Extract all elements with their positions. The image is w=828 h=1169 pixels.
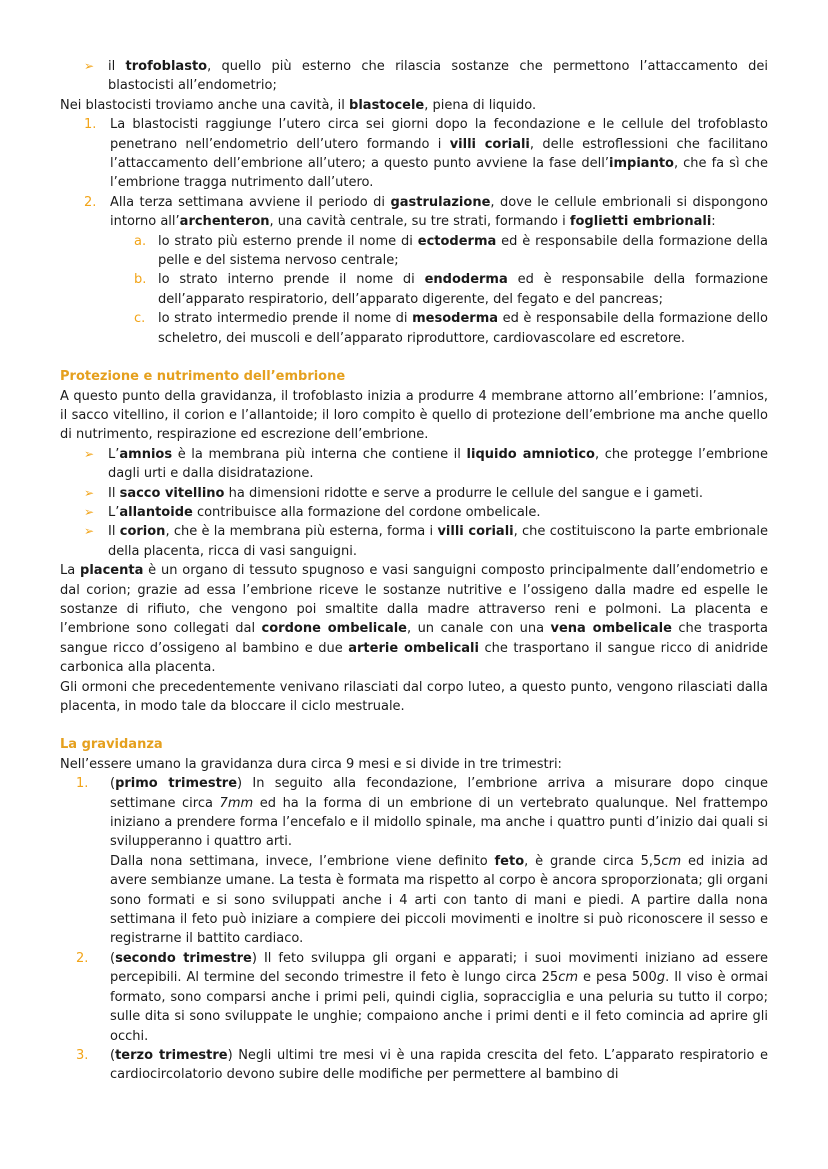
list-item-sacco-vitellino: ➢ Il sacco vitellino ha dimensioni ridotte e serve a produrre le cellule del sangue e i gameti. bbox=[60, 484, 768, 503]
list-letter: c. bbox=[134, 311, 146, 327]
list-number: 1. bbox=[84, 117, 97, 133]
ormoni-paragraph: Gli ormoni che precedentemente venivano rilasciati dal corpo luteo, a questo punto, vengono rilasciati dalla placenta, in modo tale da bloccare il ciclo mestruale. bbox=[60, 679, 768, 714]
list-item-terzo-trimestre: 3. (terzo trimestre) Negli ultimi tre mesi vi è una rapida crescita del feto. L’apparato respiratorio e cardiocircolatorio devono subire delle modifiche per permettere al bambino di bbox=[60, 1046, 768, 1085]
list-number: 1. bbox=[76, 776, 89, 792]
arrow-bullet-icon: ➢ bbox=[84, 524, 95, 539]
section-heading-gravidanza: La gravidanza bbox=[60, 737, 163, 753]
list-item-step-2: 2. Alla terza settimana avviene il periodo di gastrulazione, dove le cellule embrionali si dispongono intorno all’archenteron, una cavità centrale, su tre strati, formando i foglietti embrionali: bbox=[60, 193, 768, 232]
gravidanza-intro: Nell’essere umano la gravidanza dura circa 9 mesi e si divide in tre trimestri: bbox=[60, 756, 562, 772]
arrow-bullet-icon: ➢ bbox=[84, 59, 95, 73]
blastocele-paragraph: Nei blastocisti troviamo anche una cavità, il blastocele, piena di liquido. bbox=[60, 97, 537, 113]
list-item-secondo-trimestre: 2. (secondo trimestre) Il feto sviluppa gli organi e apparati; i suoi movimenti iniziano ad essere percepibili. Al termine del secondo trimestre il feto è lungo circa 25cm e pesa 500g. Il viso è ormai formato, sono comparsi anche i primi peli, quindi ciglia, sopracciglia e una peluria su tutto il corpo; sulle dita si sono sviluppate le unghie; compaiono anche i primi denti e il feto comincia ad aprire gli occhi. bbox=[60, 949, 768, 1046]
list-number: 3. bbox=[76, 1047, 89, 1063]
list-letter: b. bbox=[134, 272, 147, 288]
list-item-primo-trimestre: 1. (primo trimestre) In seguito alla fecondazione, l’embrione arriva a misurare dopo cinque settimane circa 7mm ed ha la forma di un embrione di un vertebrato qualunque. Nel frattempo iniziano a prendere forma l’encefalo e il midollo spinale, ma anche i quattro punti d’inizio dai quali si svilupperanno i quattro arti. Dalla nona settimana, invece, l’embrione viene definito feto, è grande circa 5,5cm ed inizia ad avere sembianze umane. La testa è formata ma rispetto al corpo è ancora sproporzionata; gli organi sono formati e si sono sviluppati anche i 4 arti con tanto di mani e piedi. A partire dalla nona settimana il feto può iniziare a compiere dei piccoli movimenti e inoltre si può riconoscere il sesso e registrarne il battito cardiaco. bbox=[60, 774, 768, 949]
list-item-amnios: ➢ L’amnios è la membrana più interna che contiene il liquido amniotico, che protegge l’embrione dagli urti e dalla disidratazione. bbox=[60, 445, 768, 484]
placenta-paragraph: La placenta è un organo di tessuto spugnoso e vasi sanguigni composto principalmente dall’endometrio e dal corion; grazie ad essa l’embrione riceve le sostanze nutritive e l’ossigeno dalla madre ed espelle le sostanze di rifiuto, che vengono poi smaltite dalla madre attraverso reni e polmoni. La placenta e l’embrione sono collegati dal cordone ombelicale, un canale con una vena ombelicale che trasporta sangue ricco d’ossigeno al bambino e due arterie ombelicali che trasportano il sangue ricco di anidride carbonica alla placenta. bbox=[60, 563, 769, 676]
protezione-intro: A questo punto della gravidanza, il trofoblasto inizia a produrre 4 membrane attorno all’embrione: l’amnios, il sacco vitellino, il corion e l’allantoide; il loro compito è quello di protezione dell’embrione ma anche quello di nutrimento, respirazione ed escrezione dell’embrione. bbox=[60, 388, 768, 443]
list-item-allantoide: ➢ L’allantoide contribuisce alla formazione del cordone ombelicale. bbox=[60, 503, 768, 522]
list-number: 2. bbox=[76, 950, 89, 966]
list-item-layer-c: c. lo strato intermedio prende il nome di mesoderma ed è responsabile della formazione dello scheletro, dei muscoli e dell’apparato riproduttore, cardiovascolare ed escretore. bbox=[60, 309, 768, 348]
section-heading-protezione: Protezione e nutrimento dell’embrione bbox=[60, 369, 346, 385]
list-item-corion: ➢ Il corion, che è la membrana più esterna, forma i villi coriali, che costituiscono la parte embrionale della placenta, ricca di vasi sanguigni. bbox=[60, 522, 768, 561]
list-item-layer-a: a. lo strato più esterno prende il nome di ectoderma ed è responsabile della formazione della pelle e del sistema nervoso centrale; bbox=[60, 232, 768, 271]
document-page bbox=[60, 57, 768, 1085]
list-item-step-1: 1. La blastocisti raggiunge l’utero circa sei giorni dopo la fecondazione e le cellule del trofoblasto penetrano nell’endometrio dell’utero formando i villi coriali, delle estroflessioni che facilitano l’attaccamento dell’embrione all’utero; a questo punto avviene la fase dell’impianto, che fa sì che l’embrione tragga nutrimento dall’utero. bbox=[60, 115, 768, 193]
list-item-layer-b: b. lo strato interno prende il nome di endoderma ed è responsabile della formazione dell’apparato respiratorio, dell’apparato digerente, del fegato e del pancreas; bbox=[60, 270, 768, 309]
arrow-bullet-icon: ➢ bbox=[84, 446, 95, 461]
list-letter: a. bbox=[134, 233, 147, 249]
arrow-bullet-icon: ➢ bbox=[84, 485, 95, 500]
list-number: 2. bbox=[84, 194, 97, 210]
list-item-trofoblasto: ➢ il trofoblasto, quello più esterno che rilascia sostanze che permettono l’attaccamento dei blastocisti all’endometrio; bbox=[60, 57, 768, 96]
arrow-bullet-icon: ➢ bbox=[84, 504, 95, 519]
